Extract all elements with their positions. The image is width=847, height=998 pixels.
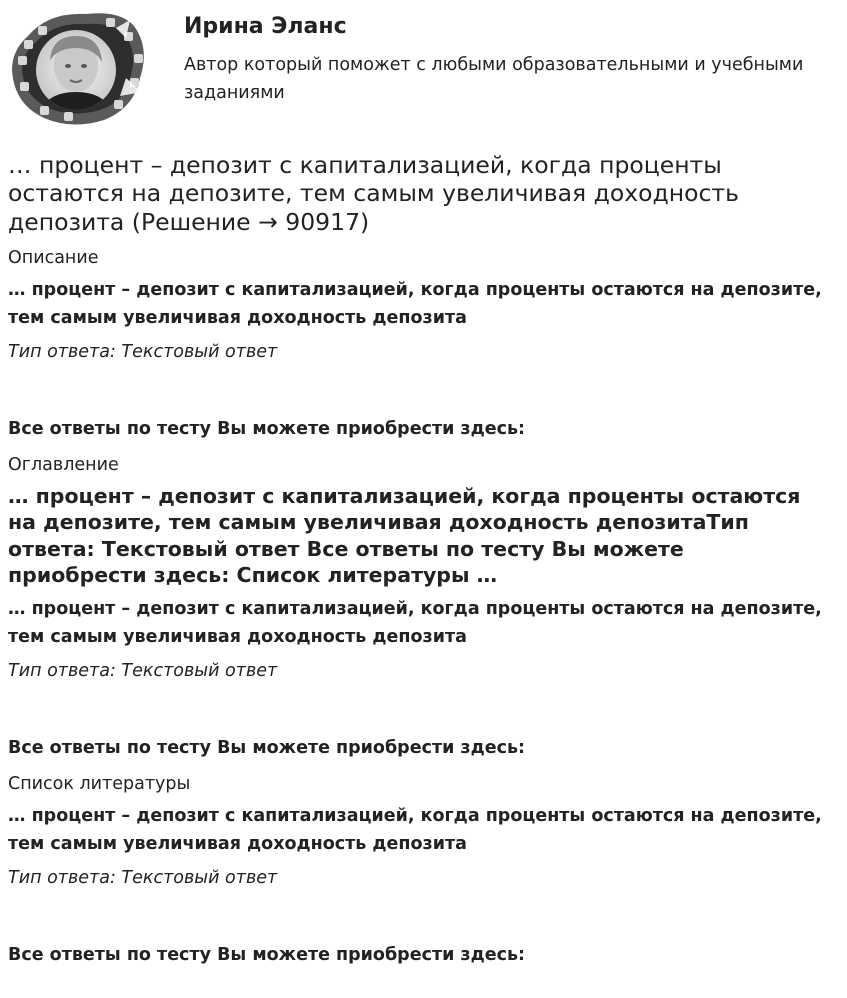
description-buy-line: Все ответы по тесту Вы можете приобрести здесь: xyxy=(8,418,526,439)
literature-buy-line: Все ответы по тесту Вы можете приобрести здесь: xyxy=(8,944,526,965)
literature-heading: Список литературы xyxy=(8,773,191,794)
toc-title: … процент – депозит с капитализацией, когда проценты остаются на депозите, тем самым увеличивая доходность депозитаТип ответа: Текстовый ответ Все ответы по тесту Вы можете приобрести здесь: Список литературы … xyxy=(8,483,801,588)
description-answer-type: Тип ответа: Текстовый ответ xyxy=(8,341,278,362)
author-name: Ирина Эланс xyxy=(184,14,347,39)
author-card xyxy=(8,8,838,128)
literature-summary: … процент – депозит с капитализацией, когда проценты остаются на депозите, тем самым увеличивая доходность депозита xyxy=(8,805,822,854)
page-title: … процент – депозит с капитализацией, когда проценты остаются на депозите, тем самым увеличивая доходность депозита (Решение → 90917) xyxy=(8,151,739,236)
toc-buy-line: Все ответы по тесту Вы можете приобрести здесь: xyxy=(8,737,526,758)
toc-answer-type: Тип ответа: Текстовый ответ xyxy=(8,660,278,681)
description-heading: Описание xyxy=(8,247,99,268)
literature-section xyxy=(8,774,828,966)
main-content xyxy=(8,151,828,981)
toc-heading: Оглавление xyxy=(8,454,119,475)
literature-answer-type: Тип ответа: Текстовый ответ xyxy=(8,867,278,888)
toc-summary: … процент – депозит с капитализацией, когда проценты остаются на депозите, тем самым увеличивая доходность депозита xyxy=(8,598,822,647)
author-description: Автор который поможет с любыми образовательными и учебными заданиями xyxy=(184,55,804,103)
description-summary: … процент – депозит с капитализацией, когда проценты остаются на депозите, тем самым увеличивая доходность депозита xyxy=(8,279,822,328)
author-avatar xyxy=(8,8,150,126)
toc-section xyxy=(8,455,828,759)
description-section xyxy=(8,248,828,440)
